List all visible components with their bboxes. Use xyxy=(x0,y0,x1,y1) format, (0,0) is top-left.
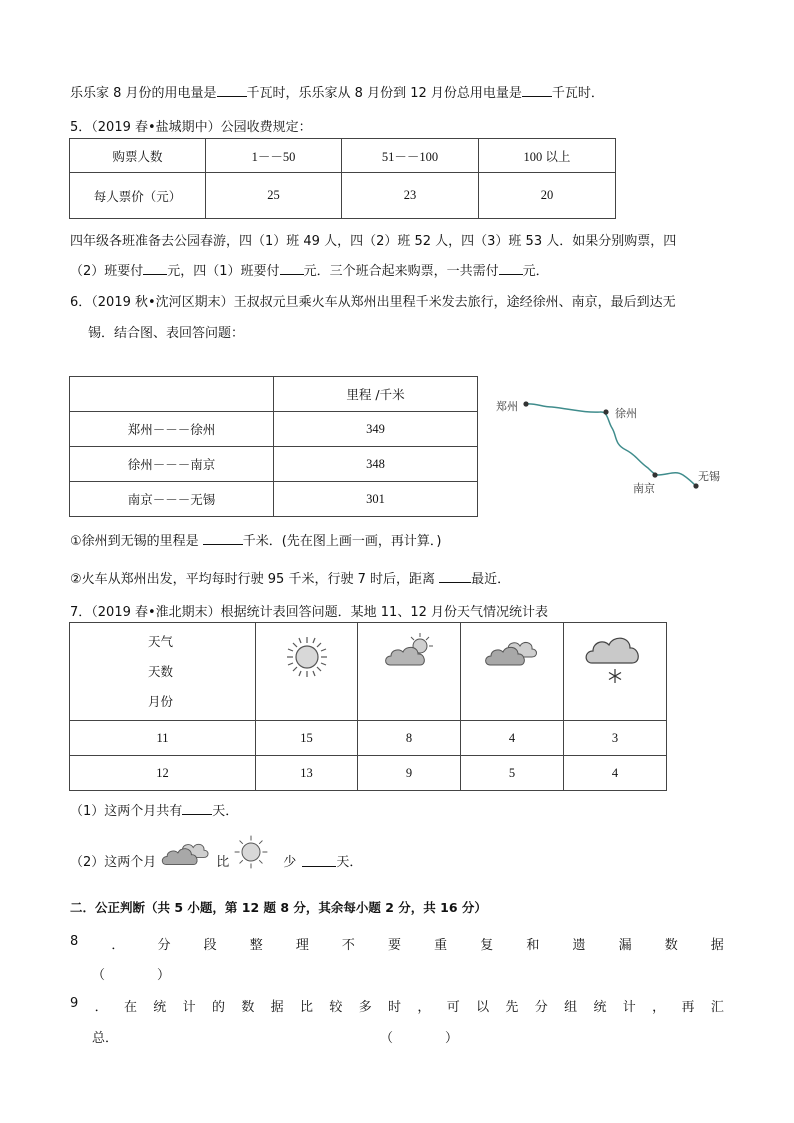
city-label-xuzhou: 徐州 xyxy=(615,407,637,420)
table-row xyxy=(70,623,667,721)
justified-char: 先 xyxy=(505,1000,519,1015)
justified-char: 重 xyxy=(434,938,448,953)
answer-paren[interactable]: （ ） xyxy=(380,1031,459,1046)
section-title: 二．公正判断（共 5 小题，第 12 题 8 分，其余每小题 2 分，共 16 分） xyxy=(70,900,487,915)
city-label-nanjing: 南京 xyxy=(633,482,655,495)
answer-blank[interactable] xyxy=(302,854,336,867)
city-label-wuxi: 无锡 xyxy=(698,470,720,483)
justified-char: 数 xyxy=(241,1000,255,1015)
table-row xyxy=(70,139,616,173)
table-row xyxy=(70,756,667,791)
justified-char: 多 xyxy=(358,1000,372,1015)
q6-sub2: ②火车从郑州出发，平均每时行驶 95 千米，行驶 7 时后，距离 最近． xyxy=(70,572,511,587)
table-cell: 8 xyxy=(358,721,461,756)
justified-char: ． xyxy=(111,938,125,953)
justified-char: 比 xyxy=(300,1000,314,1015)
q5-text-line1: 四年级各班准备去公园春游，四（1）班 49 人，四（2）班 52 人，四（3）班 53 人．如果分别购票，四 xyxy=(70,234,677,249)
weather-header-cell xyxy=(461,623,564,721)
table-cell: 20 xyxy=(479,173,616,219)
q7-title: 7．（2019 春•淮北期末）根据统计表回答问题．某地 11、12 月份天气情况统计表 xyxy=(70,605,549,620)
justified-char: 计 xyxy=(182,1000,196,1015)
table-header-cell: 51－－100 xyxy=(342,139,479,173)
justified-char: 据 xyxy=(710,938,724,953)
table-cell: 3 xyxy=(564,721,667,756)
justified-char: 8 xyxy=(70,934,79,949)
table-row xyxy=(70,412,478,447)
table-header-cell: 1－－50 xyxy=(206,139,342,173)
table-cell: 15 xyxy=(256,721,358,756)
weather-header-cell xyxy=(358,623,461,721)
justified-char: 以 xyxy=(476,1000,490,1015)
q8-line xyxy=(70,934,724,953)
table-header-cell: 100 以上 xyxy=(479,139,616,173)
table-cell: 349 xyxy=(274,412,478,447)
table-row xyxy=(70,482,478,517)
table-cell: 4 xyxy=(564,756,667,791)
justified-char: 据 xyxy=(270,1000,284,1015)
justified-char: ， xyxy=(652,1000,666,1015)
table-header-cell xyxy=(70,377,274,412)
justified-char: 统 xyxy=(593,1000,607,1015)
justified-char: 数 xyxy=(664,938,678,953)
q5-text-line2: （2）班要付 元，四（1）班要付 元．三个班合起来购票，一共需付 元． xyxy=(70,264,549,279)
answer-paren[interactable]: （ ） xyxy=(92,968,171,983)
table-row xyxy=(70,173,616,219)
q6-title-line2: 锡．结合图、表回答问题： xyxy=(88,326,245,341)
table-row xyxy=(70,447,478,482)
route-map xyxy=(490,388,730,498)
answer-blank[interactable] xyxy=(203,532,243,545)
justified-char: 分 xyxy=(534,1000,548,1015)
weather-header-cell xyxy=(564,623,667,721)
ticket-price-table xyxy=(69,138,616,219)
table-cell: 每人票价（元） xyxy=(70,173,206,219)
answer-blank[interactable] xyxy=(439,570,471,583)
justified-char: 理 xyxy=(295,938,309,953)
justified-char: 较 xyxy=(329,1000,343,1015)
justified-char: 组 xyxy=(564,1000,578,1015)
q7-sub2: （2）这两个月 比 少 天． xyxy=(70,832,362,872)
table-cell: 5 xyxy=(461,756,564,791)
q6-title-line1: 6．（2019 秋•沈河区期末）王叔叔元旦乘火车从郑州出里程千米发去旅行，途经徐州、南京，最后到达无 xyxy=(70,295,676,310)
table-cell: 9 xyxy=(358,756,461,791)
answer-blank[interactable] xyxy=(182,802,212,815)
q9-line2: 总． xyxy=(92,1031,119,1046)
table-cell: 11 xyxy=(70,721,256,756)
header-label-month: 月份 xyxy=(148,694,174,709)
table-row xyxy=(70,721,667,756)
cloudy-icon xyxy=(158,834,214,870)
answer-blank[interactable] xyxy=(217,84,247,97)
answer-blank[interactable] xyxy=(143,262,167,275)
justified-char: 复 xyxy=(480,938,494,953)
mileage-table xyxy=(69,376,478,517)
table-cell: 南京－－－无锡 xyxy=(70,482,274,517)
justified-char: 的 xyxy=(211,1000,225,1015)
table-cell: 徐州－－－南京 xyxy=(70,447,274,482)
route-line xyxy=(526,404,696,486)
table-row xyxy=(70,377,478,412)
table-header-cell: 里程 /千米 xyxy=(274,377,478,412)
justified-char: 分 xyxy=(157,938,171,953)
justified-char: 不 xyxy=(341,938,355,953)
justified-char: 段 xyxy=(203,938,217,953)
justified-char: 汇 xyxy=(710,1000,724,1015)
weather-header-cell xyxy=(256,623,358,721)
weather-table xyxy=(69,622,667,791)
justified-char: 计 xyxy=(622,1000,636,1015)
city-label-zhengzhou: 郑州 xyxy=(496,400,518,413)
justified-char: 在 xyxy=(123,1000,137,1015)
justified-char: 统 xyxy=(153,1000,167,1015)
sunny-icon xyxy=(233,834,269,870)
city-dot xyxy=(693,483,698,488)
q9-line xyxy=(70,996,724,1015)
justified-char: 和 xyxy=(526,938,540,953)
diagonal-header-cell xyxy=(70,623,256,721)
snow-icon xyxy=(582,627,648,687)
q5-title: 5．（2019 春•盐城期中）公园收费规定： xyxy=(70,120,312,135)
table-cell: 301 xyxy=(274,482,478,517)
table-cell: 郑州－－－徐州 xyxy=(70,412,274,447)
justified-char: ， xyxy=(417,1000,431,1015)
justified-char: 遗 xyxy=(572,938,586,953)
q6-sub1: ①徐州到无锡的里程是 千米．(先在图上画一画，再计算．) xyxy=(70,534,442,549)
city-dot xyxy=(652,472,657,477)
table-cell: 4 xyxy=(461,721,564,756)
header-label-weather: 天气 xyxy=(148,634,174,649)
justified-char: 再 xyxy=(681,1000,695,1015)
justified-char: ． xyxy=(94,1000,108,1015)
table-cell: 25 xyxy=(206,173,342,219)
answer-blank[interactable] xyxy=(280,262,304,275)
header-label-days: 天数 xyxy=(148,664,174,679)
justified-char: 整 xyxy=(249,938,263,953)
cloudy-icon xyxy=(483,631,541,671)
city-dot xyxy=(523,401,528,406)
justified-char: 要 xyxy=(388,938,402,953)
sunny-icon xyxy=(285,635,329,679)
intro-line: 乐乐家 8 月份的用电量是 千瓦时，乐乐家从 8 月份到 12 月份总用电量是 千瓦时． xyxy=(70,86,604,101)
table-cell: 348 xyxy=(274,447,478,482)
justified-char: 可 xyxy=(446,1000,460,1015)
answer-blank[interactable] xyxy=(522,84,552,97)
table-cell: 23 xyxy=(342,173,479,219)
table-cell: 12 xyxy=(70,756,256,791)
partly-cloudy-icon xyxy=(382,631,436,671)
q7-sub1: （1）这两个月共有 天． xyxy=(70,804,239,819)
justified-char: 时 xyxy=(388,1000,402,1015)
answer-blank[interactable] xyxy=(499,262,523,275)
table-header-cell: 购票人数 xyxy=(70,139,206,173)
table-cell: 13 xyxy=(256,756,358,791)
justified-char: 漏 xyxy=(618,938,632,953)
city-dot xyxy=(603,409,608,414)
justified-char: 9 xyxy=(70,996,79,1011)
